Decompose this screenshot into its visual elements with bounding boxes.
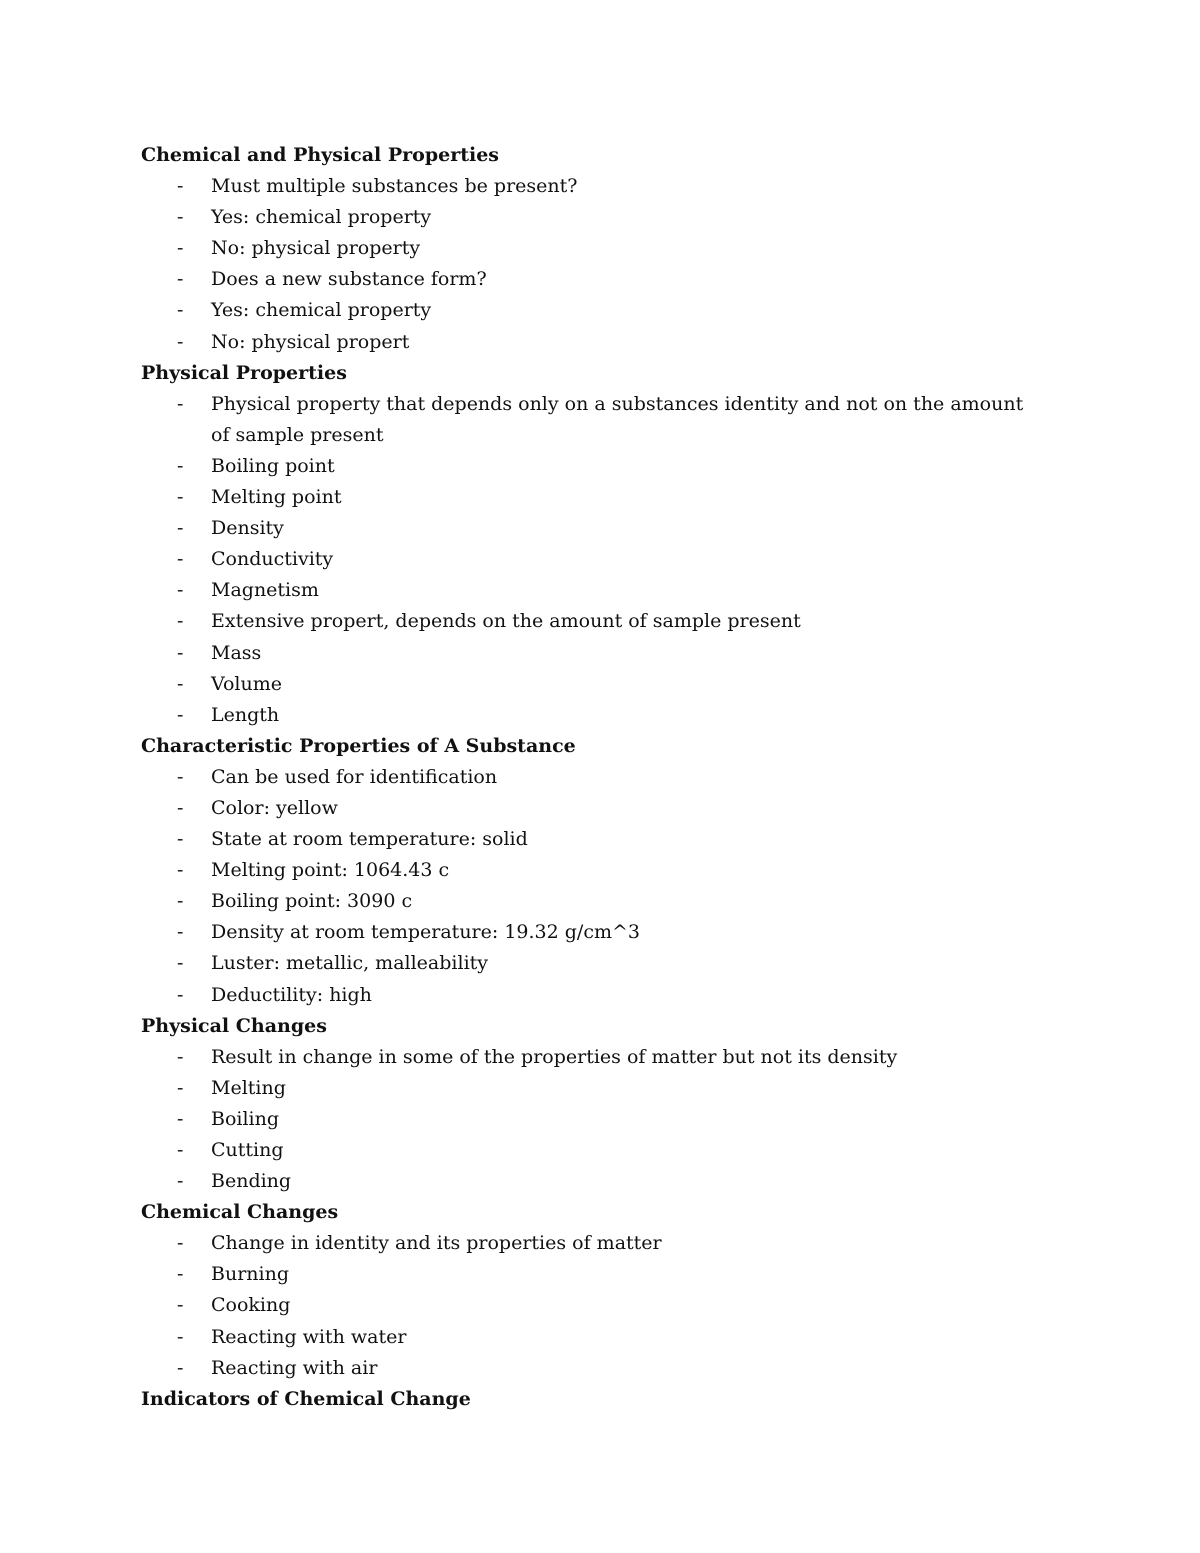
list-item-text: State at room temperature: solid <box>211 828 528 851</box>
list-item <box>141 1322 1041 1353</box>
list-item <box>141 327 1041 358</box>
section-indicators-of-chemical-change <box>141 1384 1041 1415</box>
bullet-dash: - <box>177 454 184 477</box>
list-item <box>141 202 1041 233</box>
bullet-dash: - <box>177 1076 184 1099</box>
list-item <box>141 233 1041 264</box>
section-characteristic-properties <box>141 731 1041 1011</box>
list-item-text: Yes: chemical property <box>211 299 432 322</box>
bullet-dash: - <box>177 983 184 1006</box>
bullet-list <box>141 389 1041 731</box>
bullet-dash: - <box>177 1232 184 1255</box>
bullet-dash: - <box>177 610 184 633</box>
list-item-text: Deductility: high <box>211 983 372 1006</box>
bullet-dash: - <box>177 641 184 664</box>
list-item <box>141 824 1041 855</box>
bullet-dash: - <box>177 952 184 975</box>
bullet-dash: - <box>177 268 184 291</box>
bullet-dash: - <box>177 1356 184 1379</box>
bullet-dash: - <box>177 299 184 322</box>
list-item-text: Must multiple substances be present? <box>211 175 578 198</box>
list-item <box>141 171 1041 202</box>
list-item <box>141 451 1041 482</box>
section-physical-properties <box>141 358 1041 731</box>
list-item <box>141 606 1041 637</box>
list-item-text: No: physical property <box>211 237 421 260</box>
list-item-text: Color: yellow <box>211 796 338 819</box>
list-item <box>141 1042 1041 1073</box>
list-item <box>141 575 1041 606</box>
section-heading: Indicators of Chemical Change <box>141 1387 471 1410</box>
list-item <box>141 948 1041 979</box>
bullet-dash: - <box>177 517 184 540</box>
list-item-text: Volume <box>211 672 282 695</box>
bullet-list <box>141 1228 1041 1383</box>
section-physical-changes <box>141 1011 1041 1198</box>
bullet-dash: - <box>177 703 184 726</box>
list-item-text: Conductivity <box>211 548 334 571</box>
section-heading: Physical Changes <box>141 1014 327 1037</box>
list-item-text: Boiling point: 3090 c <box>211 890 413 913</box>
list-item-text: Cutting <box>211 1139 284 1161</box>
list-item-text: Mass <box>211 641 262 664</box>
list-item <box>141 389 1041 451</box>
section-heading: Chemical Changes <box>141 1201 339 1224</box>
bullet-dash: - <box>177 765 184 788</box>
list-item-text: Does a new substance form? <box>211 268 487 291</box>
list-item-text: Yes: chemical property <box>211 206 432 229</box>
list-item-text: Density <box>211 517 284 540</box>
list-item <box>141 1166 1041 1197</box>
bullet-dash: - <box>177 1045 184 1068</box>
bullet-dash: - <box>177 1139 184 1161</box>
list-item <box>141 1135 1041 1166</box>
bullet-dash: - <box>177 237 184 260</box>
bullet-list <box>141 762 1041 1011</box>
list-item-text: Bending <box>211 1170 292 1193</box>
list-item <box>141 638 1041 669</box>
section-chemical-and-physical-properties <box>141 140 1041 358</box>
list-item-text: Boiling <box>211 1107 280 1130</box>
bullet-dash: - <box>177 579 184 602</box>
list-item-text: No: physical propert <box>211 330 410 353</box>
list-item <box>141 762 1041 793</box>
bullet-dash: - <box>177 175 184 198</box>
list-item <box>141 513 1041 544</box>
section-heading: Physical Properties <box>141 361 347 384</box>
list-item-text: Melting point: 1064.43 c <box>211 859 450 882</box>
list-item-text: Result in change in some of the properties of matter but not its density <box>211 1045 898 1068</box>
list-item <box>141 855 1041 886</box>
list-item-text: Melting <box>211 1076 286 1099</box>
bullet-dash: - <box>177 1263 184 1286</box>
bullet-dash: - <box>177 1294 184 1317</box>
bullet-dash: - <box>177 672 184 695</box>
bullet-dash: - <box>177 548 184 571</box>
bullet-dash: - <box>177 486 184 509</box>
list-item-text: Length <box>211 703 280 726</box>
bullet-dash: - <box>177 1170 184 1193</box>
list-item <box>141 295 1041 326</box>
section-heading: Characteristic Properties of A Substance <box>141 734 576 757</box>
section-chemical-changes <box>141 1197 1041 1384</box>
list-item <box>141 1353 1041 1384</box>
list-item <box>141 886 1041 917</box>
list-item-text: Extensive propert, depends on the amount of sample present <box>211 610 801 633</box>
list-item <box>141 669 1041 700</box>
bullet-dash: - <box>177 1325 184 1348</box>
list-item-text: Reacting with water <box>211 1325 407 1348</box>
bullet-dash: - <box>177 921 184 944</box>
bullet-dash: - <box>177 206 184 229</box>
bullet-dash: - <box>177 796 184 819</box>
list-item-text: Change in identity and its properties of matter <box>211 1232 662 1255</box>
list-item-text: Cooking <box>211 1294 291 1317</box>
list-item-text: Density at room temperature: 19.32 g/cm^3 <box>211 921 640 944</box>
list-item-text: Boiling point <box>211 454 335 477</box>
document-page <box>141 140 1041 1415</box>
list-item <box>141 700 1041 731</box>
list-item <box>141 793 1041 824</box>
list-item <box>141 1073 1041 1104</box>
list-item-text: Burning <box>211 1263 289 1286</box>
list-item-text: Can be used for identification <box>211 765 498 788</box>
bullet-dash: - <box>177 890 184 913</box>
list-item-text: Reacting with air <box>211 1356 378 1379</box>
list-item <box>141 1290 1041 1321</box>
section-heading: Chemical and Physical Properties <box>141 144 499 166</box>
bullet-dash: - <box>177 330 184 353</box>
list-item <box>141 980 1041 1011</box>
list-item <box>141 1228 1041 1259</box>
bullet-dash: - <box>177 1107 184 1130</box>
list-item-text: Physical property that depends only on a substances identity and not on the amount of sample present <box>211 392 1024 446</box>
list-item-text: Magnetism <box>211 579 319 602</box>
list-item <box>141 264 1041 295</box>
list-item-text: Melting point <box>211 486 342 509</box>
list-item <box>141 1104 1041 1135</box>
bullet-dash: - <box>177 859 184 882</box>
bullet-list <box>141 1042 1041 1197</box>
list-item <box>141 544 1041 575</box>
list-item <box>141 482 1041 513</box>
list-item <box>141 1259 1041 1290</box>
bullet-list <box>141 171 1041 358</box>
bullet-dash: - <box>177 392 184 415</box>
list-item <box>141 917 1041 948</box>
list-item-text: Luster: metallic, malleability <box>211 952 489 975</box>
bullet-dash: - <box>177 828 184 851</box>
